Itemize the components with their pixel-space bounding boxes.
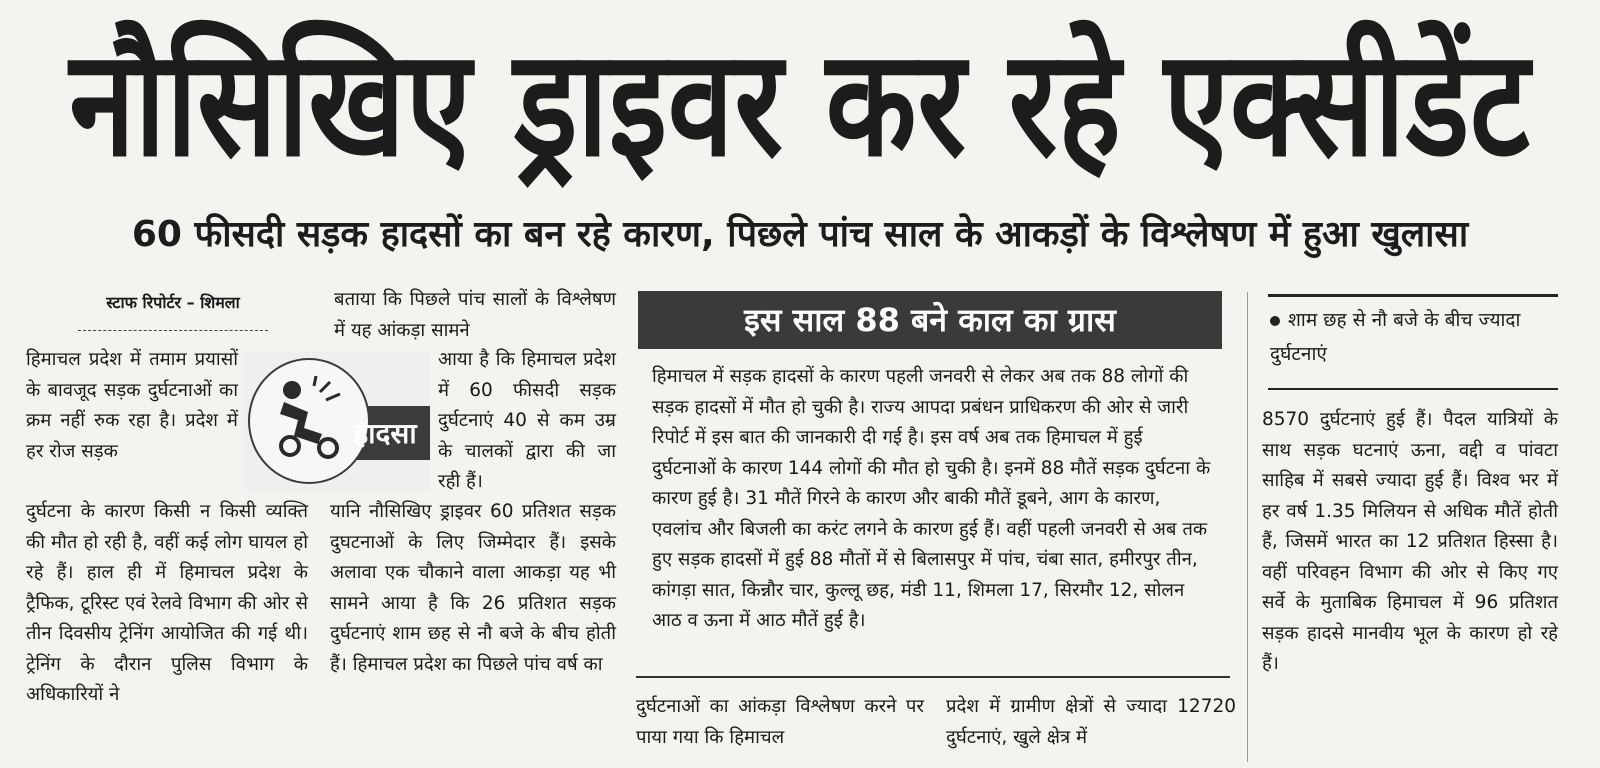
subheadline: 60 फीसदी सड़क हादसों का बन रहे कारण, पिछले पांच साल के आकड़ों के विश्लेषण में हुआ खुलासा [131, 214, 1469, 255]
article-column-3a [636, 692, 924, 753]
box-paragraph: हिमाचल में सड़क हादसों के कारण पहली जनवरी से लेकर अब तक 88 लोगों की सड़क हादसों में मौत हो चुकी है। राज्य आपदा प्रबंधन प्राधिकरण की ओर से जारी रिपोर्ट में इस बात की जानकारी दी गई है। इस वर्ष अब तक हिमाचल में हुई दुर्घटनाओं के कारण 144 लोगों की मौत हो चुकी है। इनमें 88 मौतें सड़क दुर्घटना के कारण हुई है। 31 मौतें गिरने के कारण और बाकी मौतें डूबने, आग के कारण, एवलांच और बिजली का करंट लगने के कारण हुई हैं। वहीं पहली जनवरी से अब तक हुए सड़क हादसों में हुई 88 मौतों में से बिलासपुर में पांच, चंबा सात, हमीरपुर तीन, कांगड़ा सात, किन्नौर चार, कुल्लू छह, मंडी 11, शिमला 17, सिरमौर 12, सोलन आठ व ऊना में आठ मौतें हुई है। [652, 366, 1211, 631]
article-paragraph: हिमाचल प्रदेश में तमाम प्रयासों के बावजूद सड़क दुर्घटनाओं का क्रम नहीं रुक रहा है। प्रदेश में हर रोज सड़क [26, 349, 238, 462]
article-paragraph: आया है कि हिमाचल प्रदेश में 60 फीसदी सड़क दुर्घटनाएं 40 से कम उम्र के चालकों द्वारा की जा रही हैं। [438, 349, 616, 492]
article-paragraph: प्रदेश में ग्रामीण क्षेत्रों से ज्यादा 12720 दुर्घटनाएं, खुले क्षेत्र में [946, 696, 1236, 748]
article-paragraph: 8570 दुर्घटनाएं हुई हैं। पैदल यात्रियों के साथ सड़क घटनाएं ऊना, वद्दी व पांवटा साहिब में सबसे ज्यादा हुई हैं। विश्व भर में हर वर्ष 1.35 मिलियन से अधिक मौतें होती हैं, जिसमें भारत का 12 प्रतिशत हिस्सा है। वहीं परिवहन विभाग की ओर से किए गए सर्वे के मुताबिक हिमाचल में 96 प्रतिशत सड़क हादसे मानवीय भूल के कारण हो रहे हैं। [1262, 409, 1558, 674]
side-highlight-top-rule [1268, 294, 1558, 297]
bullet-icon [1270, 316, 1280, 326]
article-column-1 [26, 345, 238, 467]
article-column-4 [1262, 405, 1558, 680]
byline-divider [78, 330, 268, 331]
article-paragraph: यानि नौसिखिए ड्राइवर 60 प्रतिशत सड़क दुघटनाओं के लिए जिम्मेदार हैं। इसके अलावा एक चौकाने वाला आकड़ा यह भी सामने आया है कि 26 प्रतिशत सड़क दुर्घटनाएं शाम छह से नौ बजे के बीच होती हैं। हिमाचल प्रदेश का पिछले पांच वर्ष का [330, 501, 616, 675]
side-highlight [1270, 303, 1556, 371]
article-column-3b [946, 692, 1236, 753]
article-paragraph: दुर्घटना के कारण किसी न किसी व्यक्ति की मौत हो रही है, वहीं कई लोग घायल हो रहे हैं। हाल ही में हिमाचल प्रदेश के ट्रैफिक, टूरिस्ट एवं रेलवे विभाग की ओर से तीन दिवसीय ट्रेनिंग आयोजित की गई थी। ट्रेनिंग के दौरान पुलिस विभाग के अधिकारियों ने [26, 501, 308, 705]
box-article [652, 362, 1212, 637]
accident-inset-graphic [244, 352, 430, 492]
article-column-1-continued [26, 497, 308, 711]
byline: स्टाफ रिपोर्टर – शिमला [106, 293, 240, 312]
box-title: इस साल 88 बने काल का ग्रास [638, 291, 1222, 349]
box-divider [636, 676, 1230, 678]
article-column-2-bottom [330, 497, 616, 680]
article-paragraph: दुर्घटनाओं का आंकड़ा विश्लेषण करने पर पाया गया कि हिमाचल [636, 696, 924, 748]
article-paragraph: बताया कि पिछले पांच सालों के विश्लेषण में यह आंकड़ा सामने [334, 289, 616, 341]
article-column-2-top [334, 285, 616, 346]
headline: नौसिखिए ड्राइवर कर रहे एक्सीडेंट [69, 16, 1531, 190]
side-highlight-bottom-rule [1268, 388, 1558, 390]
column-divider [1247, 292, 1248, 762]
article-column-2-middle [438, 345, 616, 498]
inset-label: हादसा [353, 417, 417, 450]
side-highlight-text: शाम छह से नौ बजे के बीच ज्यादा दुर्घटनाएं [1270, 309, 1521, 365]
